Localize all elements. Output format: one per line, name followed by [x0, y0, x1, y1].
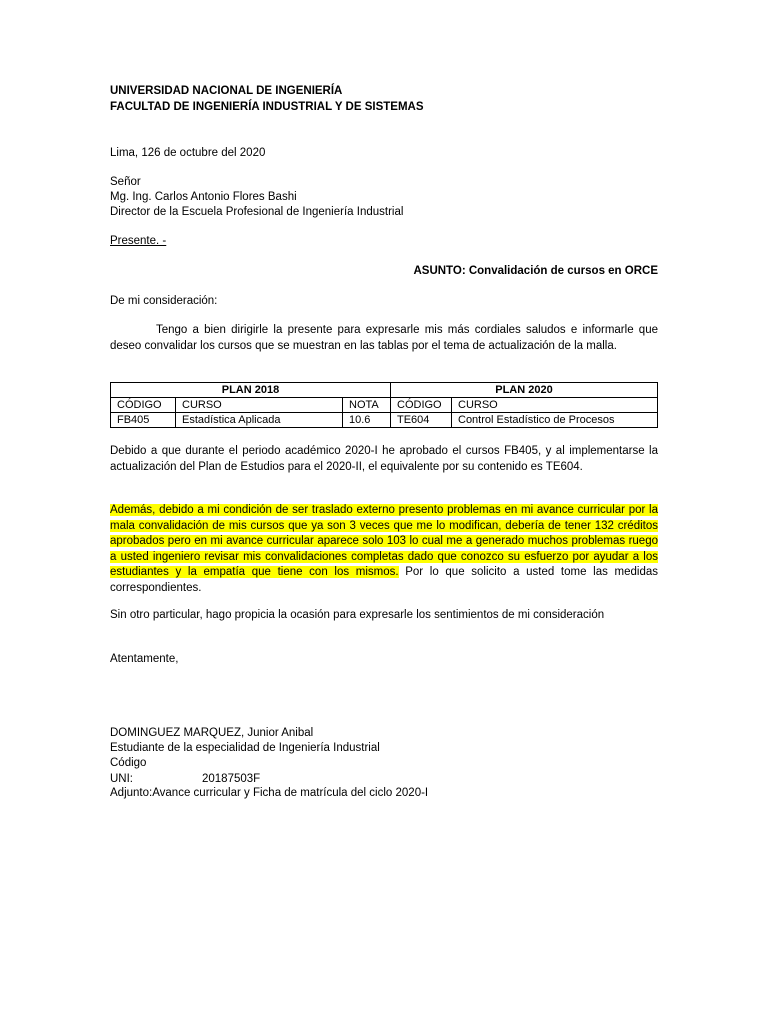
paragraph-problem	[110, 503, 658, 596]
code-label: Código UNI:	[110, 757, 147, 785]
greeting: De mi consideración:	[110, 295, 218, 307]
col-header-curso-2018: CURSO	[176, 398, 343, 413]
table-column-header-row	[111, 398, 658, 413]
intro-paragraph: Tengo a bien dirigirle la presente para expresarle mis más cordiales saludos e informarle que deseo convalidar los cursos que se muestran en las tablas por el tema de actualización de la malla.	[110, 324, 658, 352]
cell-codigo-2020: TE604	[391, 413, 452, 428]
presente-line	[110, 234, 658, 250]
paragraph-equivalence: Debido a que durante el periodo académico 2020-I he aprobado el cursos FB405, y al implementarse la actualización del Plan de Estudios para el 2020-II, el equivalente por su contenido es TE604.	[110, 445, 658, 473]
signature-name: DOMINGUEZ MARQUEZ, Junior Anibal	[110, 727, 314, 739]
presente-text: Presente. -	[110, 235, 167, 247]
col-header-codigo-2018: CÓDIGO	[111, 398, 176, 413]
paragraph-closing-remark: Sin otro particular, hago propicia la ocasión para expresarle los sentimientos de mi consideración	[110, 609, 605, 621]
signature-role: Estudiante de la especialidad de Ingeniería Industrial	[110, 742, 380, 754]
cell-curso-2018: Estadística Aplicada	[176, 413, 343, 428]
course-table	[110, 382, 658, 428]
closing: Atentamente,	[110, 653, 179, 665]
col-header-curso-2020: CURSO	[452, 398, 658, 413]
cell-curso-2020: Control Estadístico de Procesos	[452, 413, 658, 428]
col-header-nota: NOTA	[343, 398, 391, 413]
subject-line: ASUNTO: Convalidación de cursos en ORCE	[413, 265, 658, 277]
code-value: 20187503F	[202, 772, 261, 785]
highlighted-text: Además, debido a mi condición de ser traslado externo presento problemas en mi avance curricular por la mala convalidación de mis cursos que ya son 3 veces que me lo modifican, debería de tener 132 créditos aprobados pero en mi avance curricular aparece solo 103 lo cual me a generado muchos problemas ruego a usted ingeniero revisar mis convalidaciones completas dado que conozco su esfuerzo por ayudar a los estudiantes y la empatía que tiene con los mismos.	[110, 504, 658, 578]
signature-code-line	[110, 756, 658, 787]
faculty-name: FACULTAD DE INGENIERÍA INDUSTRIAL Y DE SISTEMAS	[110, 101, 424, 113]
table-row	[111, 413, 658, 428]
cell-nota: 10.6	[343, 413, 391, 428]
paragraph-problem-rest: Por lo que solicito a usted tome las medidas correspondientes.	[110, 566, 658, 594]
table-plan-header-row	[111, 383, 658, 398]
attachment-line: Adjunto:Avance curricular y Ficha de matrícula del ciclo 2020-I	[110, 787, 429, 799]
cell-codigo-2018: FB405	[111, 413, 176, 428]
plan-2020-header: PLAN 2020	[391, 383, 658, 398]
recipient-position: Director de la Escuela Profesional de Ingeniería Industrial	[110, 206, 404, 218]
date-line: Lima, 126 de octubre del 2020	[110, 147, 266, 159]
plan-2018-header: PLAN 2018	[111, 383, 391, 398]
recipient-salutation: Señor	[110, 176, 141, 188]
col-header-codigo-2020: CÓDIGO	[391, 398, 452, 413]
university-name: UNIVERSIDAD NACIONAL DE INGENIERÍA	[110, 85, 343, 97]
recipient-name: Mg. Ing. Carlos Antonio Flores Bashi	[110, 191, 297, 203]
